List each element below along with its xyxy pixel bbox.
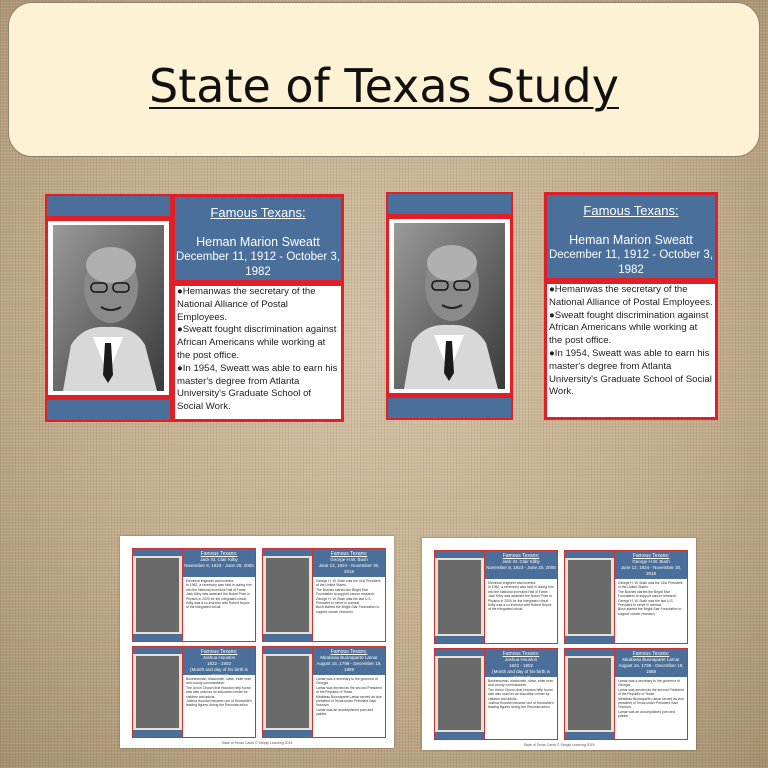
card2-name: Heman Marion Sweatt xyxy=(569,233,693,247)
thumb-card-kilby xyxy=(182,548,256,642)
thumb-card-bush xyxy=(312,548,386,642)
thumb-bullet: Joshua Houston became one of Huntsville's leading figures during the Reconstruction. xyxy=(488,701,554,710)
card2-bullet-3: ●In 1954, Sweatt was able to earn his master's degree from Atlanta University's Graduate School of Social Work. xyxy=(549,347,712,398)
thumb-bullet: Jack Kilby was awarded the Nobel Prize in Physics in 2000 for the integrated circuit. xyxy=(488,594,552,603)
thumb-heading: Famous Texans: xyxy=(330,551,368,557)
thumb-bullet: The Bushes started the Bright Star Foundation to support cancer research. xyxy=(316,587,376,597)
thumb-bullet: George H. W. Bush was the last U.S. President to serve in combat. xyxy=(618,598,674,608)
thumb-heading: Famous Texans: xyxy=(200,551,238,557)
thumb-bullet: Kilby was a co-inventor with Robert Noyce of the integrated circuit. xyxy=(186,601,250,610)
thumb-bullet: Mirabeau Buonaparte Lamar served as vice president of Texas under President Sam Houston. xyxy=(618,696,684,710)
thumb-photo-lamar xyxy=(564,648,615,740)
thumb-bullet: Electrical engineer and inventor. xyxy=(186,579,235,583)
thumb-bullet: Joshua Houston became one of Huntsville's leading figures during the Reconstruction. xyxy=(186,699,252,708)
thumb-bullet: Lamar was elected as the second President of the Republic of Texas. xyxy=(316,685,382,695)
card1-bottom-bar xyxy=(45,398,172,422)
card1-bullet-2: ●Sweatt fought discrimination against African Americans while working at the post office. xyxy=(177,324,337,361)
portrait-photo xyxy=(53,225,164,391)
thumb-bullet: Businessman, blacksmith, slave, elder man, and county commissioner. xyxy=(488,679,554,688)
thumb-bullet: Jack Kilby was awarded the Nobel Prize in Physics in 2000 for the integrated circuit. xyxy=(186,592,250,601)
card2-bullet-1: ●Hemanwas the secretary of the National Alliance of Postal Employees. xyxy=(549,284,713,308)
card2-heading: Famous Texans: xyxy=(583,203,679,218)
thumb-bullet: Lamar was elected as the second President of the Republic of Texas. xyxy=(618,687,684,697)
thumb-photo-houston xyxy=(132,646,183,738)
thumb-photo-houston xyxy=(434,648,485,740)
thumb-card-kilby xyxy=(484,550,558,644)
card2-dates: December 11, 1912 - October 3, 1982 xyxy=(548,249,714,276)
thumb-dates: November 8, 1923 - June 20, 2005 xyxy=(184,563,254,568)
thumb-bullet: Bush started the Bright Star Foundation to support cancer research. xyxy=(618,607,682,616)
card1-name: Heman Marion Sweatt xyxy=(196,235,320,249)
thumb-bullet: The Union Church that Houston help found was also used as an education center for children and adults. xyxy=(186,685,251,699)
card1-dates: December 11, 1912 - October 3, 1982 xyxy=(175,251,341,278)
thumb-bullet: George H. W. Bush was the 41st President of the United States. xyxy=(618,581,683,590)
thumb-bullet: Lamar was a secretary to the governor of Georgia. xyxy=(618,679,680,688)
thumb-name: George H.W. Bush xyxy=(632,559,670,564)
thumb-name: Joshua Houston xyxy=(504,657,538,662)
card2-top-bar xyxy=(386,192,513,216)
thumb-heading: Famous Texans: xyxy=(502,553,540,559)
card1-heading: Famous Texans: xyxy=(210,205,306,220)
thumb-photo-kilby xyxy=(434,550,485,644)
thumb-bullet: Mirabeau Buonaparte Lamar served as vice president of Texas under President Sam Houston. xyxy=(316,694,382,708)
thumb-photo-lamar xyxy=(262,646,313,738)
thumb-name: Joshua Houston xyxy=(202,655,236,660)
thumb-card-bush xyxy=(614,550,688,644)
thumb-bullet: Electrical engineer and inventor. xyxy=(488,581,537,585)
thumb-bullet: Lamar was a secretary to the governor of Georgia. xyxy=(316,677,378,686)
card2-photo-frame xyxy=(386,216,513,396)
thumb-name: George H.W. Bush xyxy=(330,557,368,562)
sheet-footer: State of Texas Cards © Simply Learning 2015 xyxy=(523,743,595,747)
card1-bullet-3: ●In 1954, Sweatt was able to earn his master's degree from Atlanta University's Graduate School of Social Work. xyxy=(177,362,338,413)
portrait-image xyxy=(394,223,505,389)
thumb-card-lamar xyxy=(614,648,688,740)
card1-info-header xyxy=(172,194,344,283)
thumb-heading: Famous Texans: xyxy=(330,649,368,655)
card2-info-body xyxy=(544,281,718,420)
thumb-dates: 1822 - 1902 xyxy=(508,663,534,668)
thumb-bullet: Kilby was a co-inventor with Robert Noyce of the integrated circuit. xyxy=(488,603,552,612)
card1-photo-frame xyxy=(45,218,172,398)
sheet-footer: State of Texas Cards © Simply Learning 2015 xyxy=(221,741,293,745)
thumb-heading: Famous Texans: xyxy=(632,651,670,657)
thumb-bullet: In 1982, a ceremony was held in during him into the National Inventors Hall of Fame. xyxy=(186,583,252,592)
title-banner xyxy=(8,2,760,157)
thumb-bullet: Lamar was an accomplished poet and painter. xyxy=(618,709,676,719)
card2-bullet-2: ●Sweatt fought discrimination against African Americans while working at the post office. xyxy=(549,309,709,347)
thumb-bullet: The Union Church that Houston help found was also used as an education center for children and adults. xyxy=(488,687,553,701)
thumb-subdates: (Month and day of his birth is unknown) xyxy=(190,667,248,678)
thumb-name: Mirabeau Buonaparte Lamar xyxy=(320,655,378,660)
thumb-subdates: (Month and day of his birth is unknown) xyxy=(492,669,550,680)
thumb-card-houston xyxy=(182,646,256,738)
thumb-name: Jack St. Clair Kilby xyxy=(502,559,540,564)
thumb-bullet: Lamar was an accomplished poet and painter. xyxy=(316,707,374,717)
thumb-card-lamar xyxy=(312,646,386,738)
portrait-image xyxy=(53,225,164,391)
sheet-preview-left xyxy=(120,536,394,748)
thumb-card-houston xyxy=(484,648,558,740)
thumb-dates: June 12, 1924 - November 30, 2018 xyxy=(318,563,380,574)
portrait-photo xyxy=(394,223,505,389)
card1-bullet-1: ●Hemanwas the secretary of the National Alliance of Postal Employees. xyxy=(177,286,316,323)
thumb-bullet: George H. W. Bush was the last U.S. President to serve in combat. xyxy=(316,596,372,606)
thumb-bullet: Businessman, blacksmith, slave, elder man, and county commissioner. xyxy=(186,677,252,686)
thumb-heading: Famous Texans: xyxy=(632,553,670,559)
card2-info-header xyxy=(544,192,718,281)
thumb-photo-bush xyxy=(262,548,313,642)
thumb-dates: 1822 - 1902 xyxy=(206,661,232,666)
thumb-name: Jack St. Clair Kilby xyxy=(200,557,238,562)
thumb-heading: Famous Texans: xyxy=(502,651,540,657)
thumb-heading: Famous Texans: xyxy=(200,649,238,655)
thumb-bullet: George H. W. Bush was the 41st President of the United States. xyxy=(316,579,381,588)
thumb-dates: August 16, 1798 - December 19, 1859 xyxy=(316,661,382,672)
card2-bottom-bar xyxy=(386,396,513,420)
thumb-name: Mirabeau Buonaparte Lamar xyxy=(622,657,680,662)
card1-top-bar xyxy=(45,194,172,218)
thumb-dates: August 16, 1798 - December 19, 1859 xyxy=(618,663,684,674)
thumb-bullet: In 1982, a ceremony was held in during him into the National Inventors Hall of Fame. xyxy=(488,585,554,594)
thumb-photo-bush xyxy=(564,550,615,644)
thumb-bullet: The Bushes started the Bright Star Foundation to support cancer research. xyxy=(618,589,678,599)
page-title: State of Texas Study xyxy=(149,59,619,113)
thumb-photo-kilby xyxy=(132,548,183,642)
thumb-dates: June 12, 1924 - November 30, 2018 xyxy=(620,565,682,576)
thumb-bullet: Bush started the Bright Star Foundation to support cancer research. xyxy=(316,605,380,614)
thumb-dates: November 8, 1923 - June 20, 2005 xyxy=(486,565,556,570)
card1-info-body xyxy=(172,283,344,422)
sheet-preview-right xyxy=(422,538,696,750)
